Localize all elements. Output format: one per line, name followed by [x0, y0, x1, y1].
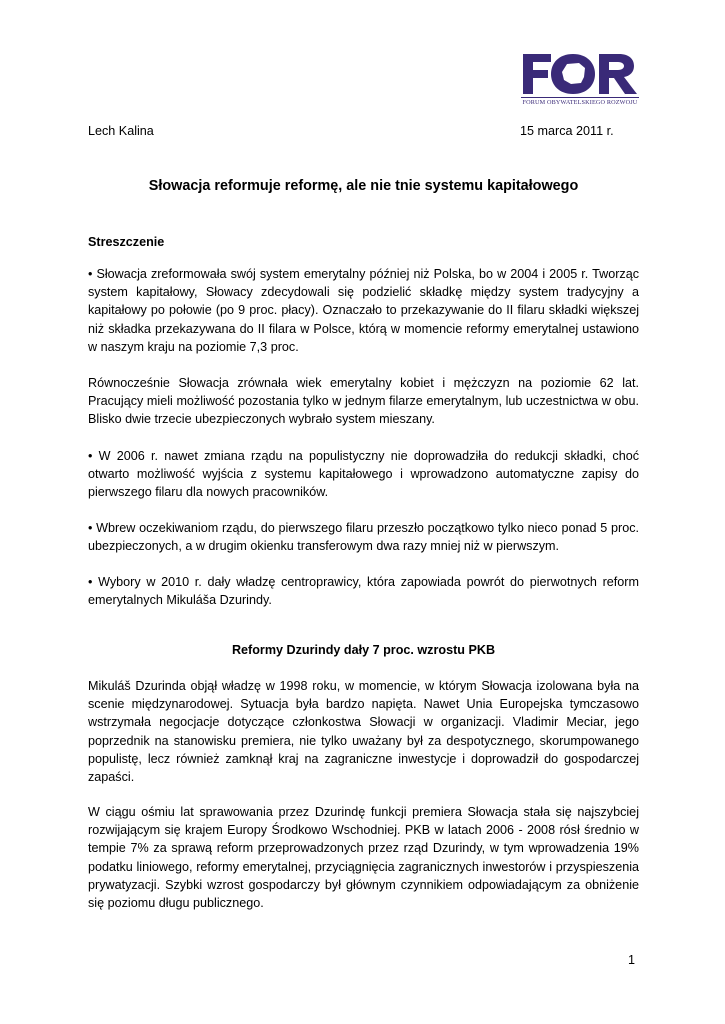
- publication-date: 15 marca 2011 r.: [520, 124, 614, 138]
- document-title: Słowacja reformuje reformę, ale nie tnie systemu kapitałowego: [148, 178, 579, 194]
- section-heading: Reformy Dzurindy dały 7 proc. wzrostu PKB: [231, 643, 496, 657]
- logo-tagline: FORUM OBYWATELSKIEGO ROZWOJU: [522, 99, 638, 106]
- paragraph: • Wybory w 2010 r. dały władzę centroprawicy, która zapowiada powrót do pierwotnych reform emerytalnych Mikuláša Dzurindy.: [88, 575, 639, 608]
- author-name: Lech Kalina: [88, 124, 154, 138]
- paragraph: • W 2006 r. nawet zmiana rządu na populistyczny nie doprowadziła do redukcji składki, choć otwarto możliwość wyjścia z systemu kapitałowego i wprowadzono automatyczne zapisy do pierwszego filaru dla nowych pracowników.: [88, 449, 639, 500]
- for-logo-icon: [521, 52, 641, 96]
- paragraph: W ciągu ośmiu lat sprawowania przez Dzurindę funkcji premiera Słowacja stała się najszybciej rozwijającym się krajem Europy Środkowo Wschodniej. PKB w latach 2006 - 2008 rósł średnio w tempie 7% za sprawą reform przeprowadzonych przez rząd Dzurindy, w tym wprowadzenia 19% podatku liniowego, reformy emerytalnej, przyciągnięcia zagranicznych inwestorów i przyspieszenia prywatyzacji. Szybki wzrost gospodarczy był głównym czynnikiem odpowiadającym za obniżenie się poziomu długu publicznego.: [88, 805, 639, 911]
- summary-heading: Streszczenie: [88, 235, 165, 249]
- paragraph: Równocześnie Słowacja zrównała wiek emerytalny kobiet i mężczyzn na poziomie 62 lat. Pracujący mieli możliwość pozostania tylko w jednym filarze emerytalnym, lub uczestnictwa w obu. Blisko dwie trzecie ubezpieczonych wybrało system mieszany.: [88, 376, 639, 427]
- for-logo: [521, 52, 641, 112]
- paragraph: • Słowacja zreformowała swój system emerytalny później niż Polska, bo w 2004 i 2005 r. Tworząc system kapitałowy, Słowacy zdecydowali się podzielić składkę między system tradycyjny a kapitałowy po połowie (po 9 proc. płacy). Oznaczało to przekazywanie do II filaru składki większej niż składka przekazywana do II filara w Polsce, którą w momencie reformy emerytalnej ustawiono w naszym kraju na poziomie 7,3 proc.: [88, 267, 639, 354]
- paragraph: • Wbrew oczekiwaniom rządu, do pierwszego filaru przeszło początkowo tylko nieco ponad 5 proc. ubezpieczonych, a w drugim okienku transferowym dwa razy mniej niż w pierwszym.: [88, 521, 639, 554]
- page-number: 1: [628, 953, 636, 967]
- paragraph: Mikuláš Dzurinda objął władzę w 1998 roku, w momencie, w którym Słowacja izolowana była na scenie międzynarodowej. Sytuacja była bardzo napięta. Nawet Unia Europejska tymczasowo wstrzymała negocjacje dotyczące członkostwa Słowacji w organizacji. Vladimir Meciar, jego poprzednik na stanowisku premiera, nie tylko uważany był za despotycznego, skorumpowanego populistę, lecz również zamknął kraj na zagraniczne inwestycje i doprowadził do gospodarczej zapaści.: [88, 679, 639, 785]
